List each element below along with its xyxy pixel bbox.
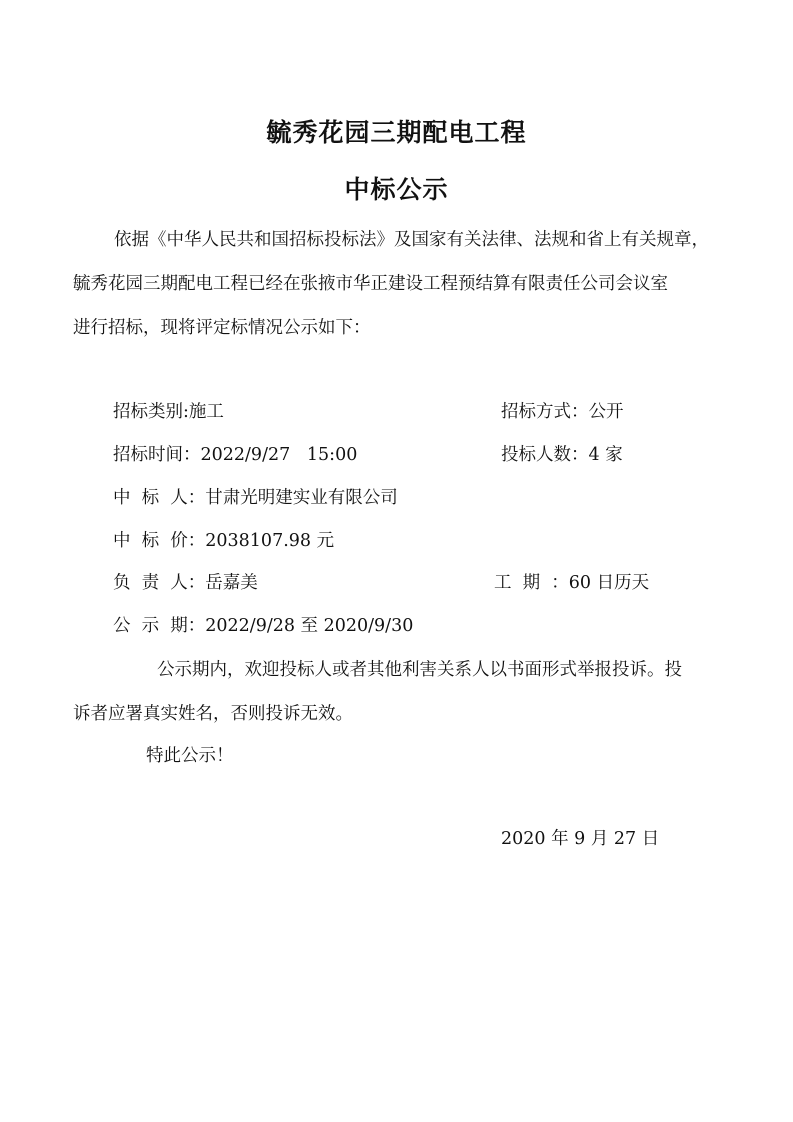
intro-line-2: 毓秀花园三期配电工程已经在张掖市华正建设工程预结算有限责任公司会议室 <box>73 274 668 294</box>
info-period-label: 公 示 期： <box>113 616 206 636</box>
info-method-label: 招标方式： <box>501 402 589 422</box>
info-time-label: 招标时间： <box>113 445 201 465</box>
notice-line-2: 诉者应署真实姓名，否则投诉无效。 <box>73 704 353 724</box>
info-price <box>113 527 334 555</box>
intro-line-1: 依据《中华人民共和国招标投标法》及国家有关法律、法规和省上有关规章， <box>114 230 709 250</box>
info-bidders-value: 4 家 <box>588 445 623 465</box>
info-manager-value: 岳嘉美 <box>205 573 258 593</box>
info-price-label: 中 标 价： <box>113 531 206 551</box>
info-category <box>113 398 224 426</box>
info-category-value: 施工 <box>188 402 224 422</box>
info-manager <box>113 569 258 597</box>
info-time-value: 2022/9/27 15:00 <box>200 445 358 465</box>
info-bidders <box>501 441 623 469</box>
document-subtitle: 中标公示 <box>344 175 449 204</box>
info-time <box>113 441 357 469</box>
closing-text: 特此公示！ <box>146 746 234 766</box>
info-period <box>113 612 413 640</box>
info-winner-value: 甘肃光明建实业有限公司 <box>205 488 398 508</box>
info-category-label: 招标类别: <box>113 402 189 422</box>
info-period-value: 2022/9/28 至 2020/9/30 <box>205 616 414 636</box>
info-duration <box>494 569 649 597</box>
info-bidders-label: 投标人数： <box>501 445 589 465</box>
info-method <box>501 398 624 426</box>
info-duration-label: 工 期 ： <box>494 573 569 593</box>
notice-line-1: 公示期内，欢迎投标人或者其他利害关系人以书面形式举报投诉。投 <box>157 660 682 680</box>
document-title: 毓秀花园三期配电工程 <box>266 118 527 147</box>
document-date: 2020 年 9 月 27 日 <box>501 829 660 849</box>
info-price-value: 2038107.98 元 <box>205 531 335 551</box>
info-duration-value: 60 日历天 <box>568 573 650 593</box>
info-winner <box>113 484 398 512</box>
info-winner-label: 中 标 人： <box>113 488 206 508</box>
info-method-value: 公开 <box>588 402 624 422</box>
info-manager-label: 负 责 人： <box>113 573 206 593</box>
intro-line-3: 进行招标，现将评定标情况公示如下： <box>73 318 371 338</box>
